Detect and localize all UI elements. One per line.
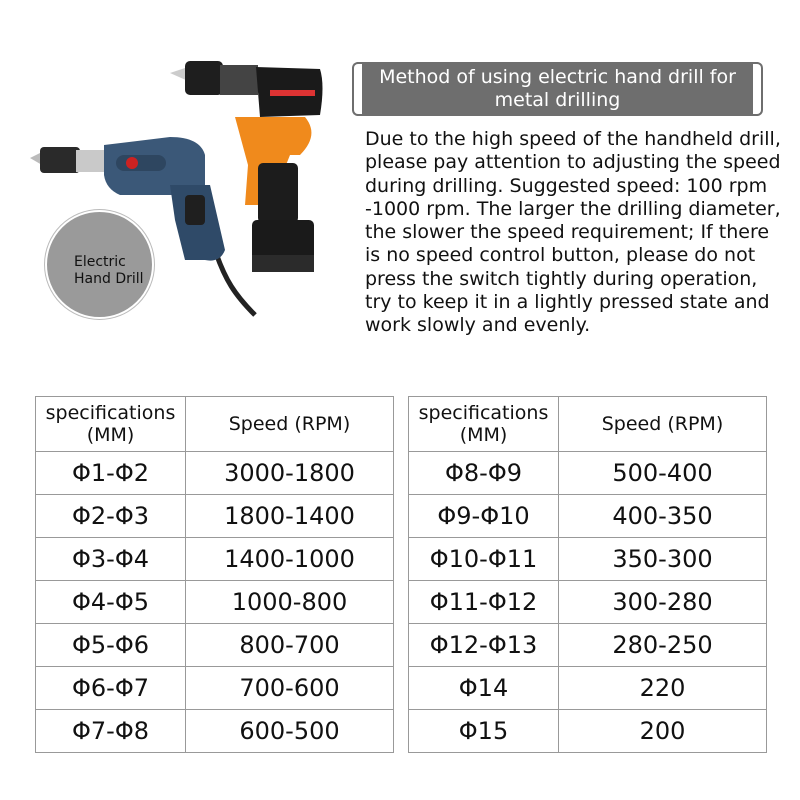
header-spec: specifications (MM) bbox=[409, 397, 559, 452]
table-row bbox=[36, 624, 394, 667]
usage-description: Due to the high speed of the handheld drill, please pay attention to adjusting the speed during drilling. Suggested speed: 100 rpm -1000 rpm. The larger the drilling diameter, the slower the speed requirement; If there is no speed control button, please do not press the switch tightly during operation, try to keep it in a lightly pressed state and work slowly and evenly. bbox=[365, 128, 781, 337]
speed-table-right bbox=[408, 396, 767, 753]
table-row bbox=[36, 452, 394, 495]
spec-cell: Φ11-Φ12 bbox=[409, 581, 559, 624]
page-title: Method of using electric hand drill for metal drilling bbox=[355, 62, 760, 116]
speed-cell: 700-600 bbox=[186, 667, 394, 710]
spec-cell: Φ1-Φ2 bbox=[36, 452, 186, 495]
table-row bbox=[409, 452, 767, 495]
spec-cell: Φ9-Φ10 bbox=[409, 495, 559, 538]
table-row bbox=[409, 624, 767, 667]
speed-cell: 1800-1400 bbox=[186, 495, 394, 538]
table-row bbox=[409, 710, 767, 753]
table-row bbox=[36, 495, 394, 538]
speed-cell: 300-280 bbox=[559, 581, 767, 624]
table-row bbox=[409, 495, 767, 538]
spec-cell: Φ5-Φ6 bbox=[36, 624, 186, 667]
table-header-row bbox=[409, 397, 767, 452]
table-row bbox=[36, 581, 394, 624]
table-row bbox=[409, 667, 767, 710]
spec-cell: Φ8-Φ9 bbox=[409, 452, 559, 495]
speed-cell: 800-700 bbox=[186, 624, 394, 667]
header-spec: specifications (MM) bbox=[36, 397, 186, 452]
speed-cell: 600-500 bbox=[186, 710, 394, 753]
table-row bbox=[36, 667, 394, 710]
speed-cell: 1000-800 bbox=[186, 581, 394, 624]
table-row bbox=[36, 710, 394, 753]
speed-table-left bbox=[35, 396, 394, 753]
spec-cell: Φ2-Φ3 bbox=[36, 495, 186, 538]
speed-cell: 1400-1000 bbox=[186, 538, 394, 581]
speed-cell: 200 bbox=[559, 710, 767, 753]
speed-cell: 500-400 bbox=[559, 452, 767, 495]
speed-cell: 280-250 bbox=[559, 624, 767, 667]
speed-cell: 400-350 bbox=[559, 495, 767, 538]
spec-cell: Φ7-Φ8 bbox=[36, 710, 186, 753]
spec-cell: Φ14 bbox=[409, 667, 559, 710]
speed-cell: 350-300 bbox=[559, 538, 767, 581]
table-row bbox=[36, 538, 394, 581]
spec-cell: Φ6-Φ7 bbox=[36, 667, 186, 710]
table-row bbox=[409, 538, 767, 581]
speed-cell: 220 bbox=[559, 667, 767, 710]
header-speed: Speed (RPM) bbox=[559, 397, 767, 452]
spec-cell: Φ4-Φ5 bbox=[36, 581, 186, 624]
spec-cell: Φ3-Φ4 bbox=[36, 538, 186, 581]
callout-label: Electric Hand Drill bbox=[74, 254, 144, 287]
table-row bbox=[409, 581, 767, 624]
spec-cell: Φ10-Φ11 bbox=[409, 538, 559, 581]
speed-cell: 3000-1800 bbox=[186, 452, 394, 495]
header-speed: Speed (RPM) bbox=[186, 397, 394, 452]
spec-cell: Φ12-Φ13 bbox=[409, 624, 559, 667]
table-header-row bbox=[36, 397, 394, 452]
spec-cell: Φ15 bbox=[409, 710, 559, 753]
